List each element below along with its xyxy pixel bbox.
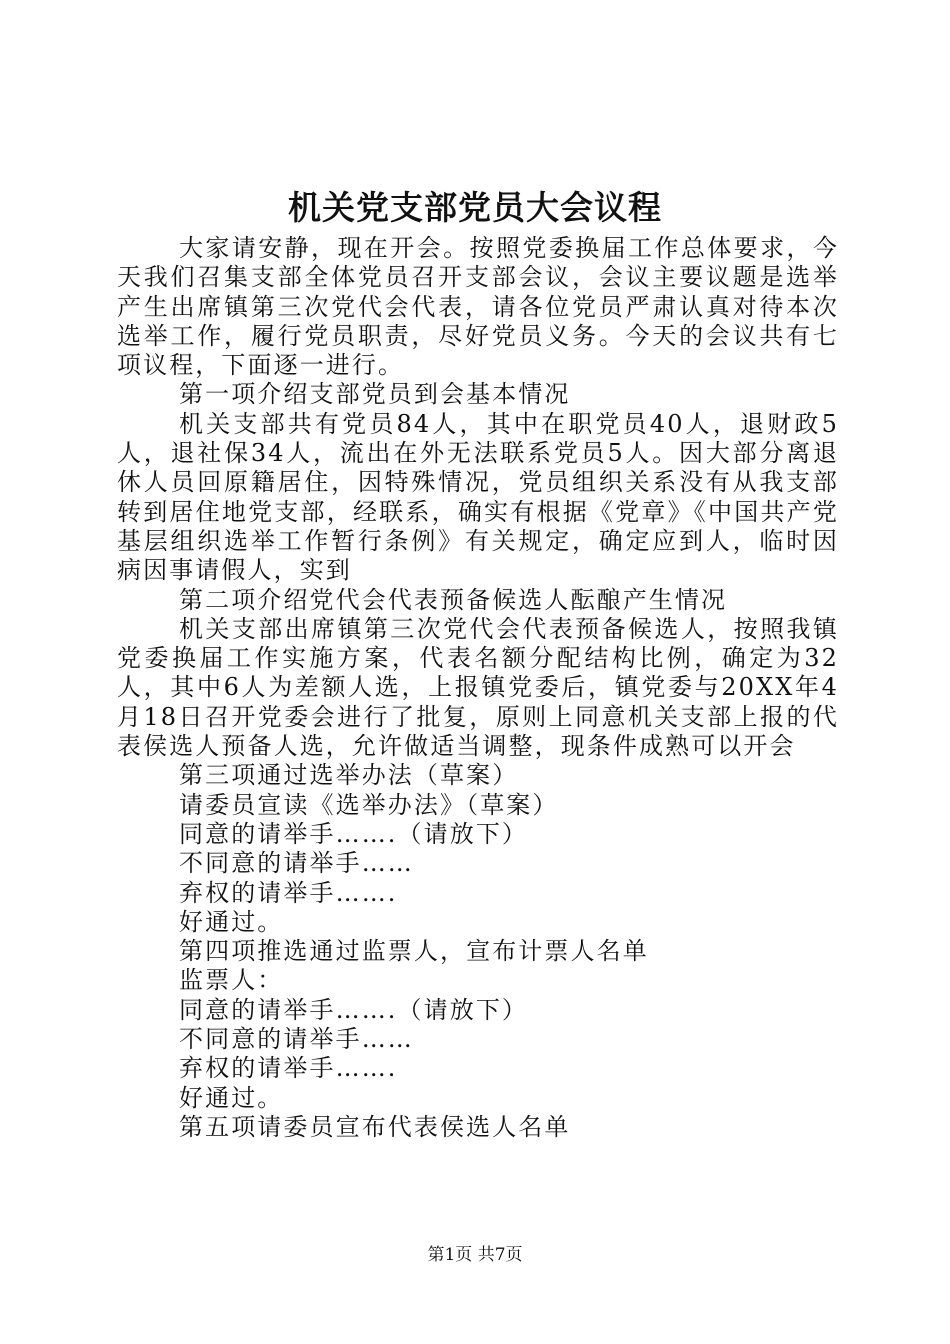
agenda-line: 弃权的请举手……. xyxy=(179,1054,398,1083)
agenda-item-1-heading: 第一项介绍支部党员到会基本情况 xyxy=(179,380,571,409)
agenda-line: 好通过。 xyxy=(179,907,284,936)
agenda-line: 不同意的请举手…… xyxy=(179,849,414,878)
agenda-line: 同意的请举手…….（请放下） xyxy=(179,819,529,848)
agenda-item-2-heading: 第二项介绍党代会代表预备候选人酝酿产生情况 xyxy=(179,585,728,614)
agenda-line: 请委员宣读《选举办法》（草案） xyxy=(179,790,559,819)
agenda-line: 同意的请举手…….（请放下） xyxy=(179,995,529,1024)
paragraph-candidates: 机关支部出席镇第三次党代会代表预备候选人，按照我镇党委换届工作实施方案，代表名额分配结构比例，确定为32人，其中6人为差额人选，上报镇党委后，镇党委与20XX年4月18日召开党委会进行了批复，原则上同意机关支部上报的代表侯选人预备人选，允许做适当调整，现条件成熟可以开会 xyxy=(117,614,839,761)
paragraph-attendance: 机关支部共有党员84人，其中在职党员40人，退财政5人，退社保34人，流出在外无法联系党员5人。因大部分离退休人员回原籍居住，因特殊情况，党员组织关系没有从我支部转到居住地党支部，经联系，确实有根据《党章》《中国共产党基层组织选举工作暂行条例》有关规定，确定应到人，临时因病因事请假人，实到 xyxy=(117,409,839,585)
agenda-item-5-heading: 第五项请委员宣布代表侯选人名单 xyxy=(179,1112,571,1141)
agenda-line: 不同意的请举手…… xyxy=(179,1025,414,1054)
agenda-line: 弃权的请举手……. xyxy=(179,878,398,907)
agenda-item-3-heading: 第三项通过选举办法（草案） xyxy=(179,761,519,790)
paragraph-opening: 大家请安静，现在开会。按照党委换届工作总体要求，今天我们召集支部全体党员召开支部会议，会议主要议题是选举产生出席镇第三次党代会代表，请各位党员严肃认真对待本次选举工作，履行党员职责，尽好党员义务。今天的会议共有七项议程，下面逐一进行。 xyxy=(117,234,839,380)
page-title: 机关党支部党员大会议程 xyxy=(288,188,662,227)
page-footer: 第1页 共7页 xyxy=(427,1245,523,1265)
agenda-line: 监票人： xyxy=(179,966,284,995)
agenda-item-4-heading: 第四项推选通过监票人，宣布计票人名单 xyxy=(179,937,649,966)
agenda-line: 好通过。 xyxy=(179,1083,284,1112)
document-body xyxy=(117,234,839,1142)
